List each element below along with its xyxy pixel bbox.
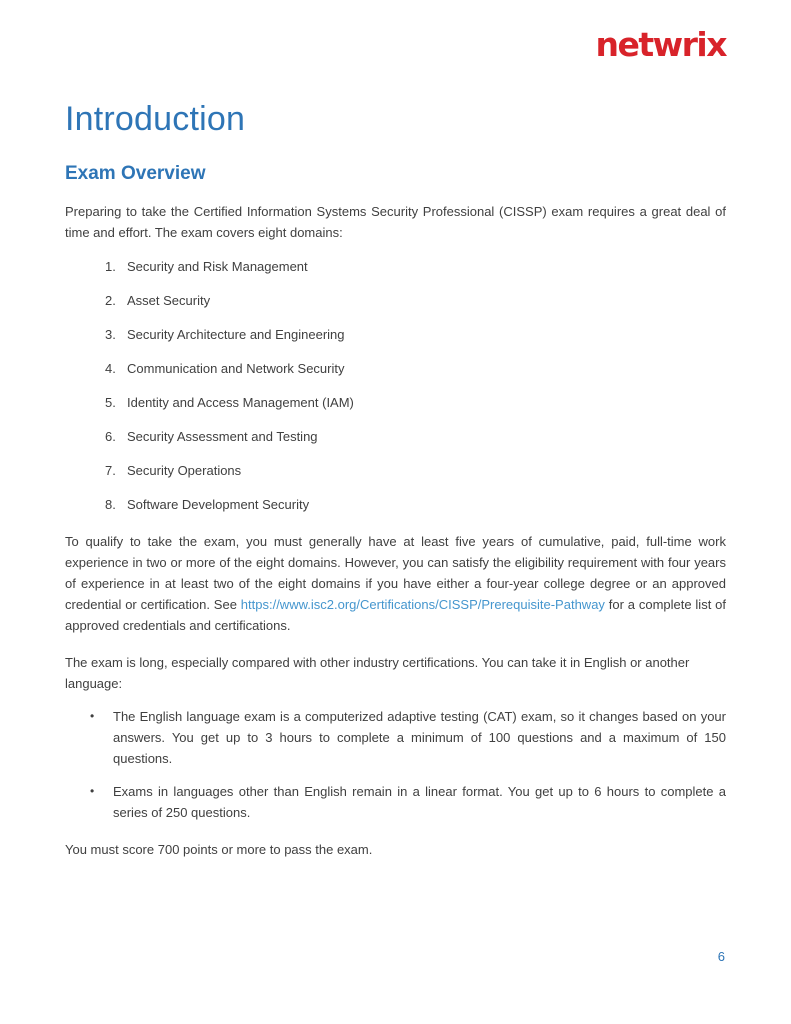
list-item (65, 358, 726, 379)
list-number: 3. (105, 327, 116, 342)
domain-numbered-list (65, 256, 726, 515)
bullet-item-text: Exams in languages other than English remain in a linear format. You get up to 6 hours to complete a series of 250 questions. (113, 784, 726, 820)
passing-score-paragraph: You must score 700 points or more to pass the exam. (65, 842, 373, 857)
page-number: 6 (717, 949, 725, 964)
list-item (65, 781, 726, 823)
netwrix-logo: netwrix (595, 25, 726, 64)
list-item-label: Communication and Network Security (127, 361, 345, 376)
list-number: 7. (105, 463, 116, 478)
list-number: 5. (105, 395, 116, 410)
list-item-label: Software Development Security (127, 497, 310, 512)
list-item-label: Security Architecture and Engineering (127, 327, 345, 342)
qualification-text-before-link: To qualify to take the exam, you must generally have at least five years of cumulative, paid, full-time work experience in two or more of the eight domains. However, you can satisfy the eligibility requirement with four years of experience in at least two of the eight domains if you have either a four-year college degree or an approved credential or certification. See (65, 534, 726, 612)
page-title: Introduction (65, 100, 246, 138)
list-item (65, 494, 726, 515)
header (65, 26, 726, 70)
list-item-label: Asset Security (127, 293, 211, 308)
list-number: 1. (105, 259, 116, 274)
list-item (65, 706, 726, 769)
qualification-paragraph (65, 531, 726, 636)
bullet-icon: • (90, 709, 95, 723)
exam-format-bullet-list (65, 706, 726, 823)
list-number: 2. (105, 293, 116, 308)
list-item (65, 290, 726, 311)
bullet-icon: • (90, 784, 95, 798)
list-number: 8. (105, 497, 116, 512)
list-item (65, 392, 726, 413)
section-heading-exam-overview: Exam Overview (65, 163, 206, 184)
list-item (65, 256, 726, 277)
prerequisite-pathway-link[interactable]: https://www.isc2.org/Certifications/CISSP/Prerequisite-Pathway (240, 597, 605, 612)
list-item-label: Security and Risk Management (127, 259, 308, 274)
list-item (65, 460, 726, 481)
list-item-label: Identity and Access Management (IAM) (127, 395, 354, 410)
list-number: 4. (105, 361, 116, 376)
list-number: 6. (105, 429, 116, 444)
qualification-text-after-link: for a complete list of approved credentials and certifications. (65, 597, 726, 633)
exam-length-paragraph: The exam is long, especially compared with other industry certifications. You can take it in English or another language: (65, 655, 690, 691)
list-item-label: Security Operations (127, 463, 242, 478)
list-item (65, 324, 726, 345)
intro-paragraph: Preparing to take the Certified Information Systems Security Professional (CISSP) exam requires a great deal of time and effort. The exam covers eight domains: (65, 204, 726, 240)
bullet-item-text: The English language exam is a computerized adaptive testing (CAT) exam, so it changes based on your answers. You get up to 3 hours to complete a minimum of 100 questions and a maximum of 150 questions. (113, 709, 726, 766)
list-item (65, 426, 726, 447)
list-item-label: Security Assessment and Testing (127, 429, 318, 444)
